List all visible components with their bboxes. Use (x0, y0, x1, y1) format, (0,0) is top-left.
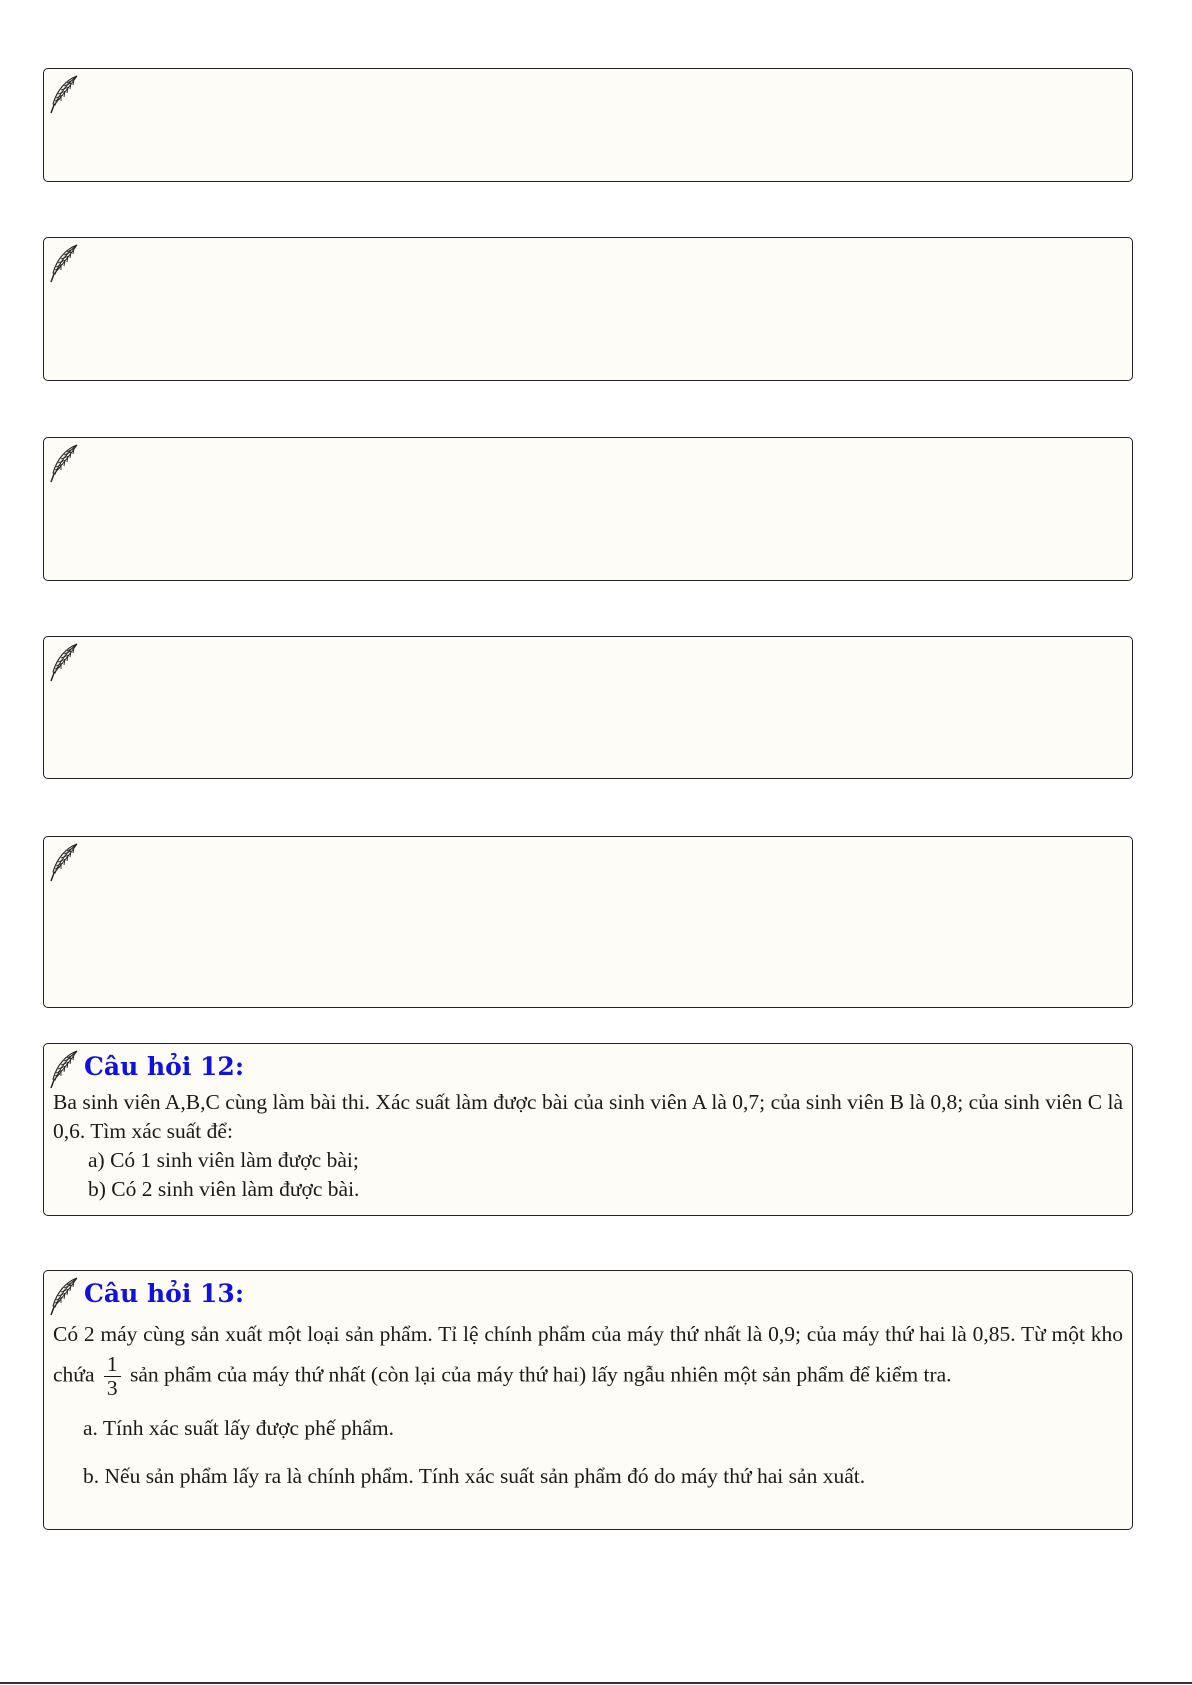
question-12-item-b: b) Có 2 sinh viên làm được bài. (88, 1177, 360, 1201)
question-13-box (43, 1270, 1133, 1530)
quill-icon (48, 243, 80, 285)
answer-box-4 (43, 636, 1133, 779)
question-12-text: Ba sinh viên A,B,C cùng làm bài thi. Xác suất làm được bài của sinh viên A là 0,7; của sinh viên B là 0,8; của sinh viên C là 0,6. Tìm xác suất để: (53, 1090, 1123, 1143)
quill-icon (48, 642, 80, 684)
question-12-box (43, 1043, 1133, 1216)
question-13-text-before: Có 2 máy cùng sản xuất một loại sản phẩm. Tỉ lệ chính phẩm của máy thứ nhất là 0,9; của máy thứ hai là 0,85. Từ một kho chứa (53, 1322, 1123, 1387)
answer-box-5 (43, 836, 1133, 1008)
fraction (104, 1353, 121, 1400)
fraction-denominator: 3 (106, 1376, 118, 1400)
question-13-text-after: sản phẩm của máy thứ nhất (còn lại của máy thứ hai) lấy ngẫu nhiên một sản phẩm để kiểm tra. (130, 1362, 952, 1387)
question-12-body (53, 1088, 1123, 1204)
page-bottom-rule (0, 1682, 1192, 1684)
question-12-title: Câu hỏi 12: (84, 1052, 245, 1081)
question-12-item-a: a) Có 1 sinh viên làm được bài; (88, 1148, 359, 1172)
fraction-numerator: 1 (104, 1353, 121, 1377)
quill-icon (48, 74, 80, 116)
question-13-item-a: a. Tính xác suất lấy được phế phẩm. (83, 1416, 394, 1440)
answer-box-2 (43, 237, 1133, 381)
quill-icon (48, 1049, 80, 1091)
answer-box-3 (43, 437, 1133, 581)
answer-box-1 (43, 68, 1133, 182)
question-13-title: Câu hỏi 13: (84, 1279, 245, 1308)
quill-icon (48, 842, 80, 884)
quill-icon (48, 1276, 80, 1318)
question-13-item-b: b. Nếu sản phẩm lấy ra là chính phẩm. Tính xác suất sản phẩm đó do máy thứ hai sản xuất. (83, 1464, 866, 1488)
question-13-body (53, 1315, 1123, 1510)
quill-icon (48, 443, 80, 485)
question-13-text (53, 1315, 1123, 1400)
